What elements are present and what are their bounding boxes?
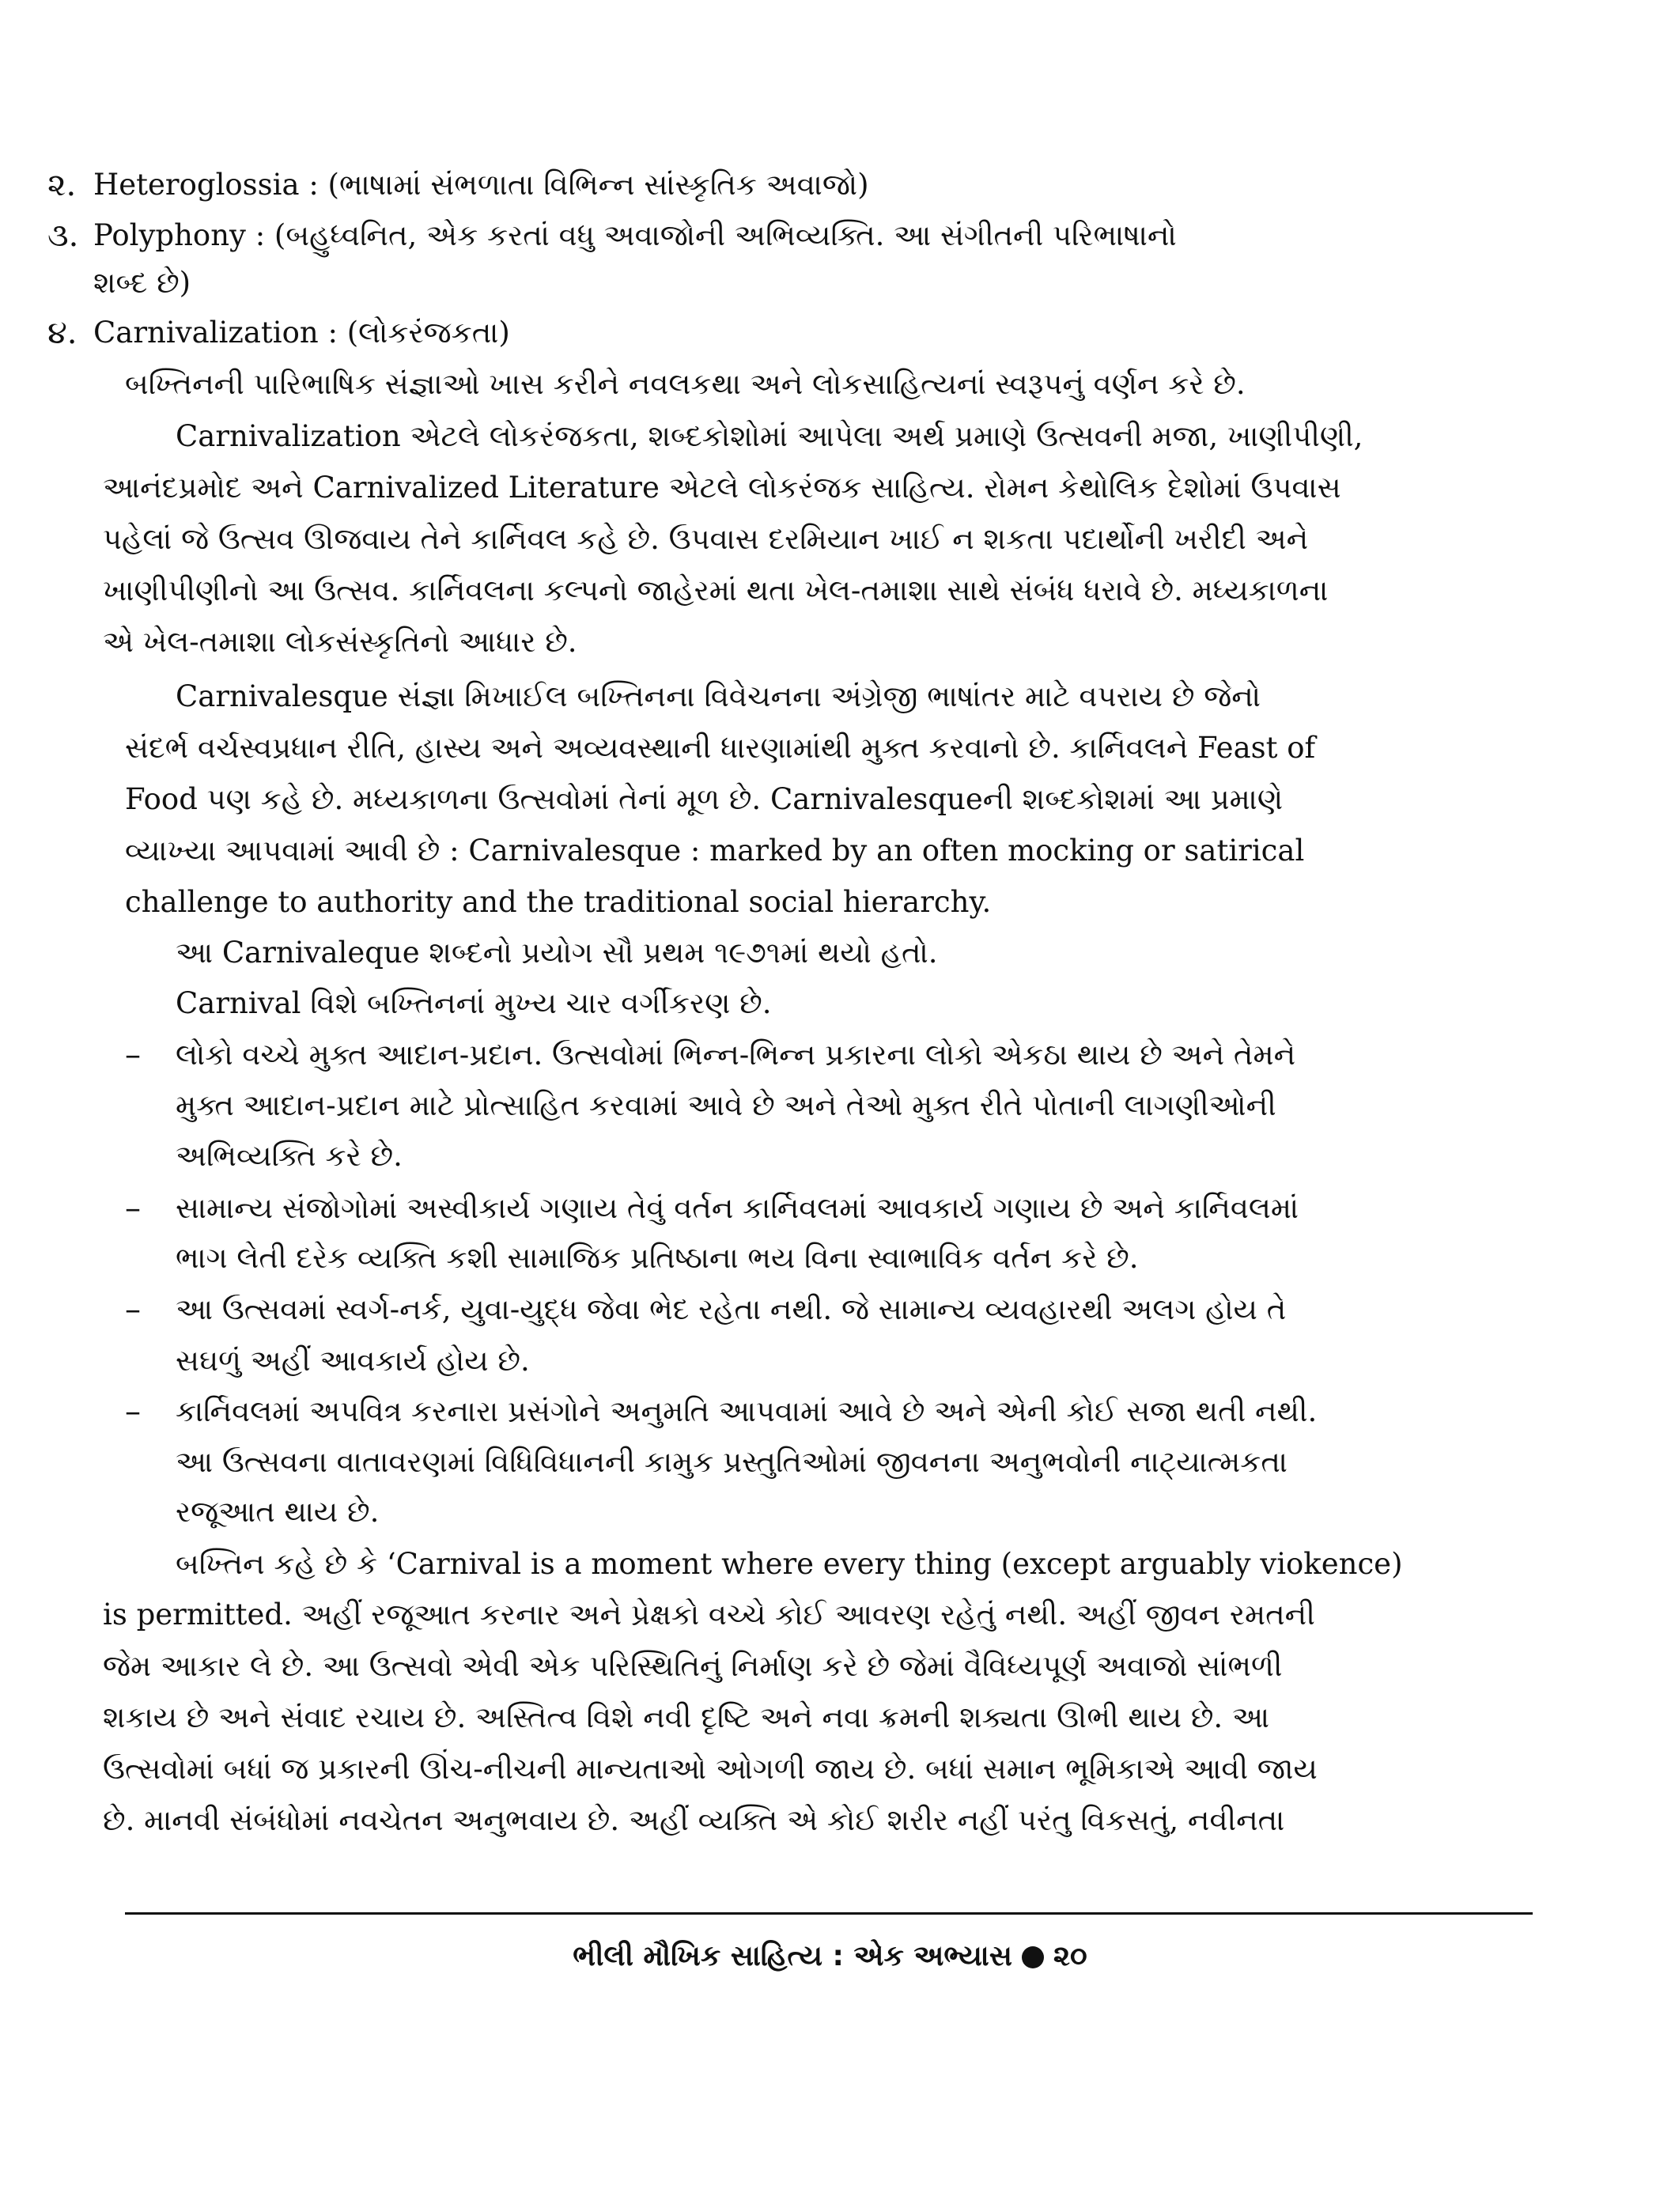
item-number: ૪. [47,315,78,351]
paragraph-line: પહેલાં જે ઉત્સવ ઊજવાય તેને કાર્નિવલ કહે છે. ઉપવાસ દરમિયાન ખાઈ ન શકતા પદાર્થોની ખરીદી અને [103,522,1309,556]
item-number: ૨. [47,167,77,203]
paragraph-line: એ ખેલ-તમાશા લોકસંસ્કૃતિનો આધાર છે. [103,625,577,659]
paragraph-line: વ્યાખ્યા આપવામાં આવી છે : Carnivalesque : marked by an often mocking or satirical [125,834,1305,868]
paragraph-line: ઉત્સવોમાં બધાં જ પ્રકારની ઊંચ-નીચની માન્યતાઓ ઓગળી જાય છે. બધાં સમાન ભૂમિકાએ આવી જાય [103,1752,1318,1786]
item-text-continued: શબ્દ છે) [93,266,191,300]
item-text: Polyphony : (બહુધ્વનિત, એક કરતાં વધુ અવાજોની અભિવ્યક્તિ. આ સંગીતની પરિભાષાનો [93,218,1177,252]
paragraph-line: Carnivalesque સંજ્ઞા મિખાઈલ બખ્તિનના વિવેચનના અંગ્રેજી ભાષાંતર માટે વપરાય છે જેનો [176,679,1261,713]
paragraph-line: બખ્તિનની પારિભાષિક સંજ્ઞાઓ ખાસ કરીને નવલકથા અને લોકસાહિત્યનાં સ્વરૂપનું વર્ણન કરે છે. [125,367,1246,401]
page-footer [0,1937,1660,1976]
bullet-line: સામાન્ય સંજોગોમાં અસ્વીકાર્ય ગણાય તેવું વર્તન કાર્નિવલમાં આવકાર્ય ગણાય છે અને કાર્નિવલમાં [176,1191,1299,1225]
paragraph-line: સંદર્ભ વર્ચસ્વપ્રધાન રીતિ, હાસ્ય અને અવ્યવસ્થાની ધારણામાંથી મુક્ત કરવાનો છે. કાર્નિવલને Feast of [125,731,1316,765]
bullet-line: સઘળું અહીં આવકાર્ય હોય છે. [176,1344,530,1378]
bullet-line: કાર્નિવલમાં અપવિત્ર કરનારા પ્રસંગોને અનુમતિ આપવામાં આવે છે અને એની કોઈ સજા થતી નથી. [176,1394,1318,1428]
bullet-line: લોકો વચ્ચે મુક્ત આદાન-પ્રદાન. ઉત્સવોમાં ભિન્ન-ભિન્ન પ્રકારના લોકો એકઠા થાય છે અને તેમને [176,1038,1296,1072]
item-text: Carnivalization : (લોકરંજકતા) [93,316,510,350]
bullet-dot-icon [1022,1946,1044,1968]
paragraph-line: Food પણ કહે છે. મધ્યકાળના ઉત્સવોમાં તેનાં મૂળ છે. Carnivalesqueની શબ્દકોશમાં આ પ્રમાણે [125,782,1284,816]
paragraph-line: જેમ આકાર લે છે. આ ઉત્સવો એવી એક પરિસ્થિતિનું નિર્માણ કરે છે જેમાં વૈવિધ્યપૂર્ણ અવાજો સાંભળી [103,1649,1283,1683]
paragraph-line: શકાય છે અને સંવાદ રચાય છે. અસ્તિત્વ વિશે નવી દૃષ્ટિ અને નવા ક્રમની શક્યતા ઊભી થાય છે. આ [103,1700,1270,1734]
paragraph-line: આ Carnivaleque શબ્દનો પ્રયોગ સૌ પ્રથમ ૧૯૭૧માં થયો હતો. [176,936,938,970]
bullet-dash: – [125,1037,141,1073]
bullet-line: રજૂઆત થાય છે. [176,1495,380,1529]
book-title: ભીલી મૌખિક સાહિત્ય : એક અભ્યાસ [573,1940,1012,1972]
item-text: Heteroglossia : (ભાષામાં સંભળાતા વિભિન્ન સાંસ્કૃતિક અવાજો) [93,168,869,202]
page-number: ૨૦ [1053,1940,1087,1972]
bullet-line: મુક્ત આદાન-પ્રદાન માટે પ્રોત્સાહિત કરવામાં આવે છે અને તેઓ મુક્ત રીતે પોતાની લાગણીઓની [176,1088,1276,1122]
paragraph-line: આનંદપ્રમોદ અને Carnivalized Literature એટલે લોકરંજક સાહિત્ય. રોમન કેથોલિક દેશોમાં ઉપવાસ [103,471,1341,505]
footer-rule [125,1912,1533,1915]
paragraph-line: Carnival વિશે બખ્તિનનાં મુખ્ય ચાર વર્ગીકરણ છે. [176,986,772,1020]
bullet-dash: – [125,1291,141,1328]
bullet-line: આ ઉત્સવના વાતાવરણમાં વિધિવિધાનની કામુક પ્રસ્તુતિઓમાં જીવનના અનુભવોની નાટ્યાત્મકતા [176,1445,1288,1479]
item-number: ૩. [47,217,79,254]
paragraph-line: બખ્તિન કહે છે કે ‘Carnival is a moment where every thing (except arguably viokence) [176,1547,1403,1581]
paragraph-line: ખાણીપીણીનો આ ઉત્સવ. કાર્નિવલના કલ્પનો જાહેરમાં થતા ખેલ-તમાશા સાથે સંબંધ ધરાવે છે. મધ્યકાળના [103,573,1329,607]
bullet-line: ભાગ લેતી દરેક વ્યક્તિ કશી સામાજિક પ્રતિષ્ઠાના ભય વિના સ્વાભાવિક વર્તન કરે છે. [176,1241,1139,1275]
bullet-dash: – [125,1190,141,1227]
paragraph-line: Carnivalization એટલે લોકરંજકતા, શબ્દકોશોમાં આપેલા અર્થ પ્રમાણે ઉત્સવની મજા, ખાણીપીણી, [176,419,1363,453]
paragraph-line: is permitted. અહીં રજૂઆત કરનાર અને પ્રેક્ષકો વચ્ચે કોઈ આવરણ રહેતું નથી. અહીં જીવન રમતની [103,1598,1315,1632]
paragraph-line: છે. માનવી સંબંધોમાં નવચેતન અનુભવાય છે. અહીં વ્યક્તિ એ કોઈ શરીર નહીં પરંતુ વિકસતું, નવીનતા [103,1803,1285,1837]
bullet-line: આ ઉત્સવમાં સ્વર્ગ-નર્ક, યુવા-યુદ્ધ જેવા ભેદ રહેતા નથી. જે સામાન્ય વ્યવહારથી અલગ હોય તે [176,1292,1287,1326]
bullet-dash: – [125,1393,141,1430]
bullet-line: અભિવ્યક્તિ કરે છે. [176,1139,403,1173]
paragraph-line: challenge to authority and the traditional social hierarchy. [125,885,992,919]
